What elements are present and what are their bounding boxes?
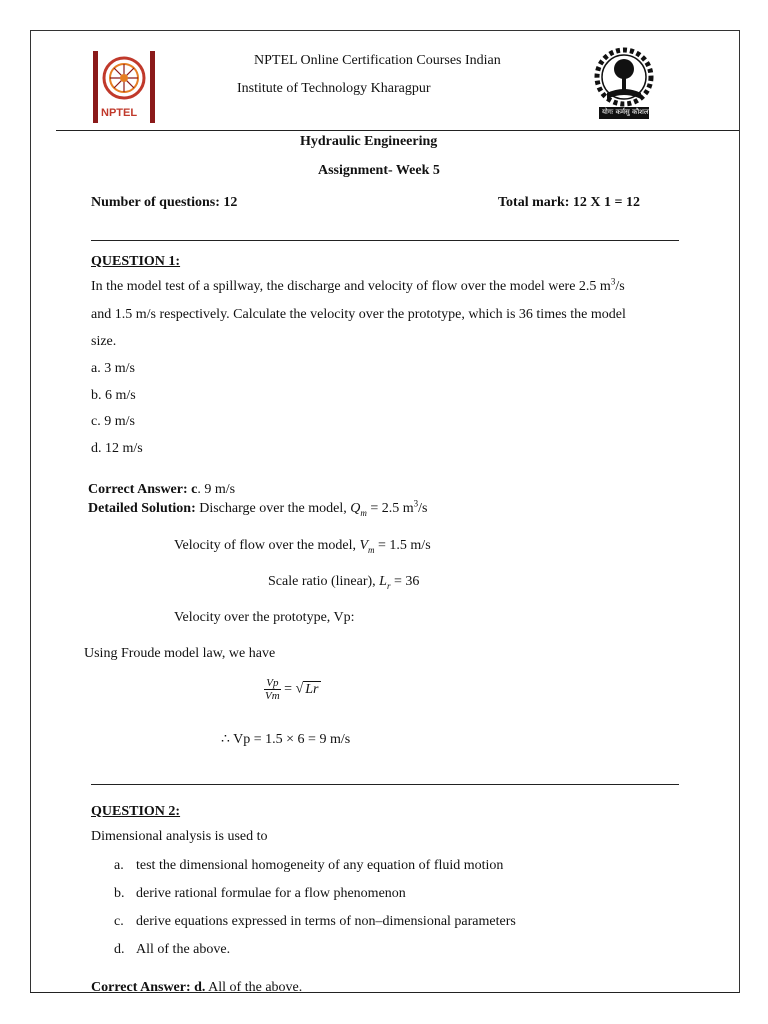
question-1-option-d: d. 12 m/s	[91, 441, 143, 456]
q2-answer-value: All of the above.	[205, 980, 303, 993]
q1-text-sup: 3	[610, 276, 616, 287]
question-1-scale-ratio	[268, 574, 419, 590]
q1-scale-text: Scale ratio (linear),	[268, 574, 380, 589]
q2-option-b-letter: b.	[114, 886, 125, 901]
question-2-title: QUESTION 2:	[91, 804, 181, 819]
q2-option-d-text: All of the above.	[136, 942, 231, 957]
assignment-title: Assignment- Week 5	[318, 163, 440, 178]
q1-l-sub: r	[386, 580, 391, 591]
header-line-2: Institute of Technology Kharagpur	[237, 81, 431, 96]
question-2-option-a	[114, 858, 503, 874]
iit-kharagpur-logo	[593, 45, 655, 125]
question-1-velocity-model	[174, 538, 431, 554]
q1-velocity-text: Velocity of flow over the model,	[174, 538, 360, 553]
q2-option-c-letter: c.	[114, 914, 124, 929]
question-1-equation	[264, 677, 321, 702]
q1-l-var: L	[379, 574, 387, 589]
q1-q-sup: 3	[413, 498, 419, 509]
question-1-prototype-velocity: Velocity over the prototype, Vp:	[174, 610, 355, 625]
q1-l-value: = 36	[390, 574, 420, 589]
q1-answer-value: . 9 m/s	[197, 482, 236, 497]
q2-option-b-text: derive rational formulae for a flow phenomenon	[136, 886, 406, 901]
q1-v-var: V	[359, 538, 369, 553]
q2-option-c-text: derive equations expressed in terms of non–dimensional parameters	[136, 914, 516, 929]
q2-option-a-text: test the dimensional homogeneity of any equation of fluid motion	[136, 858, 504, 873]
q1-answer-label: Correct Answer:	[88, 482, 188, 497]
question-1-text-line-1	[91, 273, 625, 300]
question-1-solution	[88, 498, 428, 518]
equation-numerator: Vp	[264, 677, 281, 690]
header-line-1: NPTEL Online Certification Courses Indian	[254, 53, 501, 68]
q1-solution-label: Detailed Solution:	[88, 501, 196, 516]
equation-radicand: Lr	[305, 681, 319, 697]
q1-answer-letter: c	[187, 482, 198, 497]
q2-answer-label: Correct Answer: d.	[91, 980, 206, 993]
num-questions	[91, 195, 237, 211]
question-1-answer	[88, 482, 235, 498]
equation-fraction	[264, 677, 281, 702]
q1-q-sub: m	[360, 507, 367, 518]
question-1-text-line-3: size.	[91, 334, 117, 349]
nptel-logo-text: NPTEL	[101, 107, 138, 119]
question-1-option-b: b. 6 m/s	[91, 388, 136, 403]
q1-text-end: /s	[615, 279, 625, 294]
question-1-froude-text: Using Froude model law, we have	[84, 646, 276, 661]
header-rule	[56, 130, 739, 131]
q1-v-value: = 1.5 m/s	[374, 538, 431, 553]
q1-solution-text: Discharge over the model,	[195, 501, 351, 516]
equation-sqrt: √ Lr	[295, 681, 319, 697]
course-title: Hydraulic Engineering	[300, 134, 438, 149]
iit-logo-caption: योगः कर्मसु कौशलम्	[602, 108, 653, 116]
question-2-text: Dimensional analysis is used to	[91, 829, 268, 844]
question-2-option-d	[114, 942, 230, 958]
num-questions-value: : 12	[215, 195, 238, 210]
q1-v-sub: m	[368, 544, 375, 555]
section-rule-1	[91, 240, 679, 241]
question-2-option-b	[114, 886, 406, 902]
total-mark: Total mark: 12 X 1 = 12	[498, 195, 641, 210]
section-rule-2	[91, 784, 679, 785]
question-1-result: ∴ Vp = 1.5 × 6 = 9 m/s	[221, 732, 351, 747]
equation-equals: =	[280, 681, 296, 697]
question-2-option-c	[114, 914, 516, 930]
nptel-logo	[91, 51, 157, 123]
q2-option-a-letter: a.	[114, 858, 124, 873]
q2-option-d-letter: d.	[114, 942, 125, 957]
q1-text-1: In the model test of a spillway, the discharge and velocity of flow over the model were 2.5 m	[91, 279, 611, 294]
question-1-text-line-2: and 1.5 m/s respectively. Calculate the velocity over the prototype, which is 36 times the model	[91, 307, 626, 322]
question-1-option-c: c. 9 m/s	[91, 414, 135, 429]
q1-q-value: = 2.5 m	[366, 501, 414, 516]
question-1-option-a: a. 3 m/s	[91, 361, 135, 376]
equation-denominator: Vm	[265, 690, 280, 702]
q1-q-var: Q	[350, 501, 361, 516]
q1-q-unit: /s	[418, 501, 428, 516]
document-page	[30, 30, 740, 993]
page-bottom-rule	[30, 992, 739, 993]
question-1-title: QUESTION 1:	[91, 254, 181, 269]
num-questions-label: Number of questions	[91, 195, 216, 210]
